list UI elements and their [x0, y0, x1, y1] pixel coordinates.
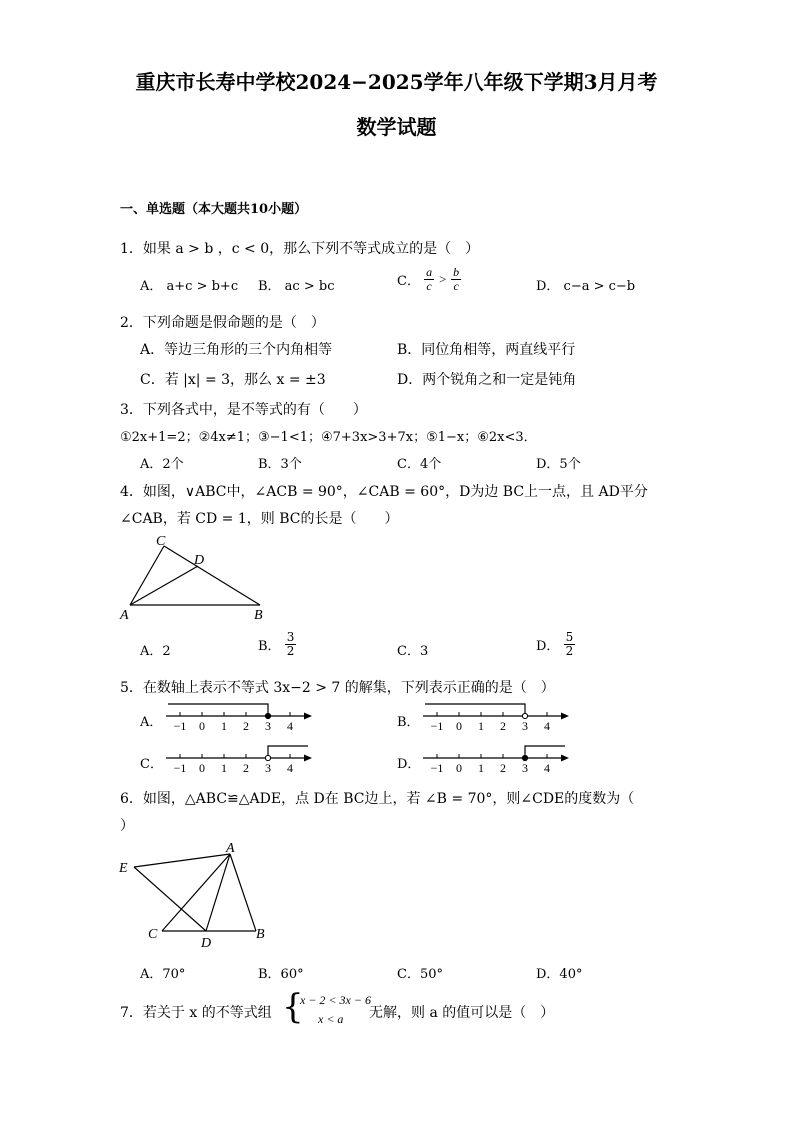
axis-arrow: [561, 755, 569, 762]
q1-frac2-num: b: [453, 265, 460, 279]
q4-option-b-fraction: [285, 631, 297, 658]
q6-option-c: C．50°: [397, 967, 443, 982]
axis-arrow: [304, 755, 312, 762]
q4-side-cb: [164, 546, 260, 605]
q6-triangles-figure: [116, 838, 276, 950]
q6-label-b: B: [256, 927, 265, 942]
q5-numberline-d: [417, 742, 577, 778]
q4-option-b: [258, 631, 296, 658]
q1-option-c-prefix: C．: [397, 274, 420, 289]
q6-side-ea: [134, 854, 230, 867]
tick-label: 3: [265, 761, 271, 775]
q4-option-d-fraction: [564, 631, 576, 658]
q4-option-b-num: 3: [286, 630, 295, 644]
solution-range: [168, 704, 268, 716]
tick-label: 2: [243, 719, 249, 733]
solution-range: [525, 746, 565, 758]
solution-range: [425, 704, 525, 716]
q6-stem-line1: 6．如图，△ABC≌△ADE，点 D在 BC边上，若 ∠B = 70°，则∠CDE的度数为（: [120, 791, 635, 807]
q5-numberline-a: [160, 700, 320, 736]
solution-range: [268, 746, 308, 758]
q6-side-ab: [230, 854, 256, 931]
tick-label: 2: [243, 761, 249, 775]
q7-stem-prefix: 7．若关于 x 的不等式组: [120, 1005, 272, 1021]
q4-segment-ad: [130, 566, 198, 605]
q1-frac1-den: c: [426, 279, 432, 293]
q2-option-b: B．同位角相等，两直线平行: [397, 342, 576, 358]
q1-option-c-op: >: [438, 271, 448, 287]
q6-label-d: D: [201, 936, 212, 950]
q4-label-a: A: [120, 608, 129, 623]
q1-stem: 1．如果 a > b ，c < 0，那么下列不等式成立的是（ ）: [120, 241, 480, 257]
q4-option-a: A．2: [140, 644, 171, 659]
q4-option-d-prefix: D．: [536, 639, 560, 654]
axis-arrow: [561, 713, 569, 720]
tick-label: 2: [500, 761, 506, 775]
q5-option-a: A．: [140, 715, 163, 730]
tick-label: −1: [430, 719, 444, 733]
q4-label-d: D: [194, 553, 205, 568]
q5-option-c: C．: [140, 757, 163, 772]
q4-stem-line2: ∠CAB，若 CD = 1，则 BC的长是（ ）: [120, 511, 399, 527]
q1-frac1-num: a: [426, 265, 433, 279]
tick-label: 2: [500, 719, 506, 733]
q4-option-d-num: 5: [565, 630, 574, 644]
tick-label: 0: [456, 761, 462, 775]
q4-option-d: [536, 631, 575, 658]
q3-option-b: B．3个: [258, 457, 302, 472]
q1-fraction-1: [424, 266, 434, 293]
q6-side-ad: [206, 854, 230, 931]
q6-side-ac: [162, 854, 230, 931]
tick-label: 0: [199, 761, 205, 775]
q4-label-b: B: [254, 608, 263, 623]
section-title: 一、单选题（本大题共10小题）: [120, 202, 308, 217]
q4-triangle-figure: [118, 530, 278, 624]
q4-option-d-den: 2: [565, 644, 574, 658]
closed-endpoint: [522, 755, 527, 760]
q4-side-ac: [130, 546, 164, 605]
q3-option-d: D．5个: [536, 457, 581, 472]
q3-stem: 3．下列各式中，是不等式的有（ ）: [120, 402, 367, 418]
axis-arrow: [304, 713, 312, 720]
q5-stem: 5．在数轴上表示不等式 3x−2 > 7 的解集，下列表示正确的是（ ）: [120, 680, 555, 696]
page-title: 重庆市长寿中学校2024−2025学年八年级下学期3月月考: [135, 70, 658, 94]
q7-system-line1: x − 2 < 3x − 6: [300, 993, 371, 1007]
q5-option-d: D．: [397, 757, 421, 772]
tick-label: 4: [544, 761, 550, 775]
q1-option-b: B． ac > bc: [258, 279, 335, 294]
q6-label-a: A: [226, 841, 235, 856]
tick-label: 4: [287, 761, 293, 775]
page-subtitle: 数学试题: [356, 115, 437, 139]
open-endpoint: [265, 755, 270, 760]
q3-items: ①2x+1=2；②4x≠1；③−1<1；④7+3x>3+7x；⑤1−x；⑥2x<3．: [120, 430, 537, 445]
q1-option-d: D． c−a > c−b: [536, 279, 636, 294]
tick-label: 3: [265, 719, 271, 733]
q2-stem: 2．下列命题是假命题的是（ ）: [120, 315, 325, 331]
tick-label: 3: [522, 761, 528, 775]
open-endpoint: [522, 713, 527, 718]
q6-option-d: D．40°: [536, 967, 583, 982]
tick-label: 0: [456, 719, 462, 733]
closed-endpoint: [265, 713, 270, 718]
q3-option-a: A．2个: [140, 457, 184, 472]
tick-label: 4: [544, 719, 550, 733]
tick-label: 1: [478, 761, 484, 775]
tick-label: 3: [522, 719, 528, 733]
tick-label: 1: [221, 719, 227, 733]
q2-option-c: C．若 |x| = 3，那么 x = ±3: [140, 372, 326, 388]
q2-option-a: A．等边三角形的三个内角相等: [140, 342, 333, 358]
tick-label: −1: [173, 719, 187, 733]
q6-option-a: A．70°: [140, 967, 186, 982]
tick-label: 1: [221, 761, 227, 775]
tick-label: −1: [430, 761, 444, 775]
tick-label: −1: [173, 761, 187, 775]
q2-option-d: D．两个锐角之和一定是钝角: [397, 372, 577, 388]
q4-label-c: C: [156, 534, 166, 549]
q3-option-c: C．4个: [397, 457, 442, 472]
tick-label: 4: [287, 719, 293, 733]
q1-option-c: [397, 266, 461, 293]
q4-option-b-den: 2: [286, 644, 295, 658]
q5-option-b: B．: [397, 715, 420, 730]
q5-numberline-b: [417, 700, 577, 736]
q4-option-c: C．3: [397, 644, 429, 659]
q6-option-b: B．60°: [258, 967, 304, 982]
q1-fraction-2: [451, 266, 461, 293]
q6-stem-line2: ）: [120, 818, 134, 834]
tick-label: 1: [478, 719, 484, 733]
q7-stem-suffix: 无解，则 a 的值可以是（ ）: [369, 1005, 555, 1021]
q4-option-b-prefix: B．: [258, 639, 281, 654]
q6-label-e: E: [119, 861, 128, 876]
q7-system-line2: x < a: [318, 1012, 344, 1026]
q5-numberline-c: [160, 742, 320, 778]
q7-brace: {: [282, 987, 304, 1027]
q1-option-a: A． a+c > b+c: [140, 279, 239, 294]
tick-label: 0: [199, 719, 205, 733]
q1-frac2-den: c: [453, 279, 459, 293]
q4-stem-line1: 4．如图，∨ABC中，∠ACB = 90°，∠CAB = 60°，D为边 BC上一点，且 AD平分: [120, 484, 648, 500]
q6-label-c: C: [148, 927, 158, 942]
